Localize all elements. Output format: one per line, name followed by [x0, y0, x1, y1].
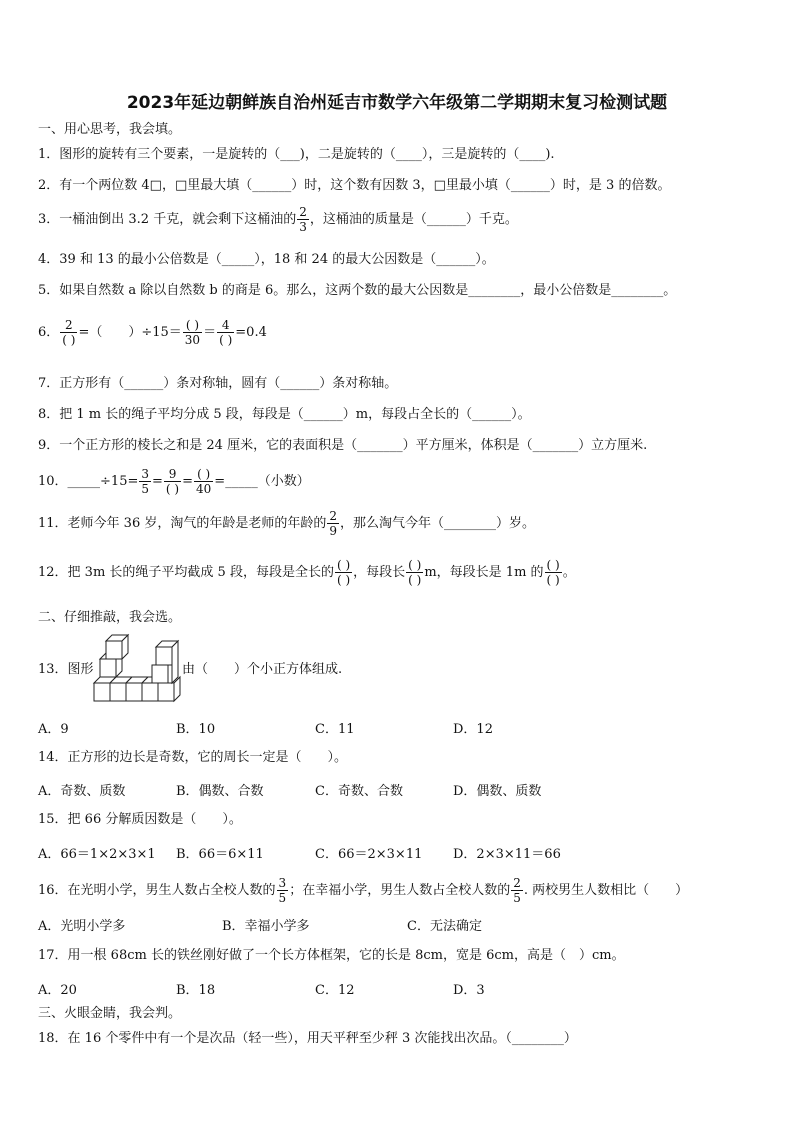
q13-option-b[interactable]: B．10 [176, 722, 216, 737]
question-9: 9．一个正方形的棱长之和是 24 厘米，它的表面积是（_______）平方厘米，体积是（_______）立方厘米. [38, 438, 648, 453]
q16-option-b[interactable]: B．幸福小学多 [222, 919, 310, 934]
q14-option-c[interactable]: C．奇数、合数 [315, 784, 403, 799]
fraction-blank-2: $\frac{( )}{( )}$ [408, 558, 422, 587]
fraction-2-blank: $\frac{2}{( )}$ [62, 318, 76, 347]
question-6: 6． $\frac{2}{( )}$ =（ ）÷15＝ $\frac{( )}{30}$ ＝ $\frac{4}{( )}$ =0.4 [38, 318, 267, 347]
question-15: 15．把 66 分解质因数是（ ）。 [38, 812, 242, 827]
q16-option-a[interactable]: A．光明小学多 [38, 919, 126, 934]
q14-option-d[interactable]: D．偶数、质数 [453, 784, 542, 799]
question-12: 12．把 3m 长的绳子平均截成 5 段，每段是全长的 $\frac{( )}{( )}$ ，每段长 $\frac{( )}{( )}$ m，每段长是 1m 的 $\frac{( )}{( )}$ 。 [38, 558, 576, 587]
question-2: 2．有一个两位数 4□，□里最大填（______）时，这个数有因数 3，□里最小填（______）时，是 3 的倍数。 [38, 178, 671, 193]
q13-option-a[interactable]: A．9 [38, 722, 69, 737]
question-1: 1．图形的旋转有三个要素，一是旋转的（___)，二是旋转的（____），三是旋转的（____). [38, 147, 555, 162]
fraction-blank-30: $\frac{( )}{30}$ [184, 318, 201, 347]
fraction-2-3: $\frac{2}{3}$ [299, 205, 307, 234]
fraction-blank-40: $\frac{( )}{40}$ [196, 467, 212, 496]
question-3-text-a: 3．一桶油倒出 3.2 千克，就会剩下这桶油的 [38, 212, 297, 227]
fraction-blank-3: $\frac{( )}{( )}$ [546, 558, 560, 587]
question-14: 14．正方形的边长是奇数，它的周长一定是（ ）。 [38, 750, 348, 765]
q15-option-c[interactable]: C．66＝2×3×11 [315, 847, 423, 862]
section-heading-choose: 二、仔细推敲，我会选。 [38, 610, 182, 625]
fraction-2-5: $\frac{2}{5}$ [513, 876, 521, 905]
question-11: 11．老师今年 36 岁，淘气的年龄是老师的年龄的 $\frac{2}{9}$ ，那么淘气今年（________）岁。 [38, 509, 536, 538]
q13-option-c[interactable]: C．11 [315, 722, 355, 737]
q17-option-c[interactable]: C．12 [315, 983, 355, 998]
question-3 [38, 205, 518, 234]
fraction-4-blank: $\frac{4}{( )}$ [219, 318, 233, 347]
fraction-blank-1: $\frac{( )}{( )}$ [336, 558, 351, 587]
fraction-3-5-b: $\frac{3}{5}$ [278, 876, 287, 905]
question-13-text-b: 由（ ）个小正方体组成. [182, 662, 343, 677]
fraction-9-blank: $\frac{9}{( )}$ [165, 467, 180, 496]
question-8: 8．把 1 m 长的绳子平均分成 5 段，每段是（______）m，每段占全长的（______）。 [38, 407, 531, 422]
section-heading-fill: 一、用心思考，我会填。 [38, 122, 182, 137]
question-7: 7．正方形有（______）条对称轴，圆有（______）条对称轴。 [38, 376, 398, 391]
cube-stack-figure [92, 633, 182, 705]
q14-option-b[interactable]: B．偶数、合数 [176, 784, 264, 799]
question-3-text-b: ，这桶油的质量是（______）千克。 [309, 212, 518, 227]
q13-option-d[interactable]: D．12 [453, 722, 493, 737]
q16-option-c[interactable]: C．无法确定 [407, 919, 482, 934]
page-title: 2023年延边朝鲜族自治州延吉市数学六年级第二学期期末复习检测试题 [126, 93, 668, 113]
question-5: 5．如果自然数 a 除以自然数 b 的商是 6。那么，这两个数的最大公因数是________，最小公倍数是________。 [38, 283, 677, 298]
fraction-2-9: $\frac{2}{9}$ [329, 509, 337, 538]
q15-option-d[interactable]: D．2×3×11＝66 [453, 847, 561, 862]
q14-option-a[interactable]: A．奇数、质数 [38, 784, 126, 799]
q15-option-b[interactable]: B．66＝6×11 [176, 847, 264, 862]
question-4: 4．39 和 13 的最小公倍数是（_____），18 和 24 的最大公因数是（______）。 [38, 252, 495, 267]
question-17: 17．用一根 68cm 长的铁丝刚好做了一个长方体框架，它的长是 8cm，宽是 6cm，高是（ ）cm。 [38, 948, 625, 963]
q17-option-d[interactable]: D．3 [453, 983, 485, 998]
q17-option-a[interactable]: A．20 [38, 983, 77, 998]
question-10: 10．_____÷15= $\frac{3}{5}$ = $\frac{9}{( )}$ = $\frac{( )}{40}$ =_____（小数） [38, 467, 310, 496]
q15-option-a[interactable]: A．66＝1×2×3×1 [38, 847, 156, 862]
question-16: 16．在光明小学，男生人数占全校人数的 $\frac{3}{5}$ ；在幸福小学，男生人数占全校人数的 $\frac{2}{5}$ . 两校男生人数相比（ ） [38, 876, 689, 905]
section-heading-judge: 三、火眼金睛，我会判。 [38, 1006, 182, 1021]
question-13-text-a: 13．图形 [38, 662, 94, 677]
q17-option-b[interactable]: B．18 [176, 983, 216, 998]
question-18: 18．在 16 个零件中有一个是次品（轻一些），用天平秤至少秤 3 次能找出次品。（________） [38, 1031, 577, 1046]
fraction-3-5: $\frac{3}{5}$ [141, 467, 150, 496]
